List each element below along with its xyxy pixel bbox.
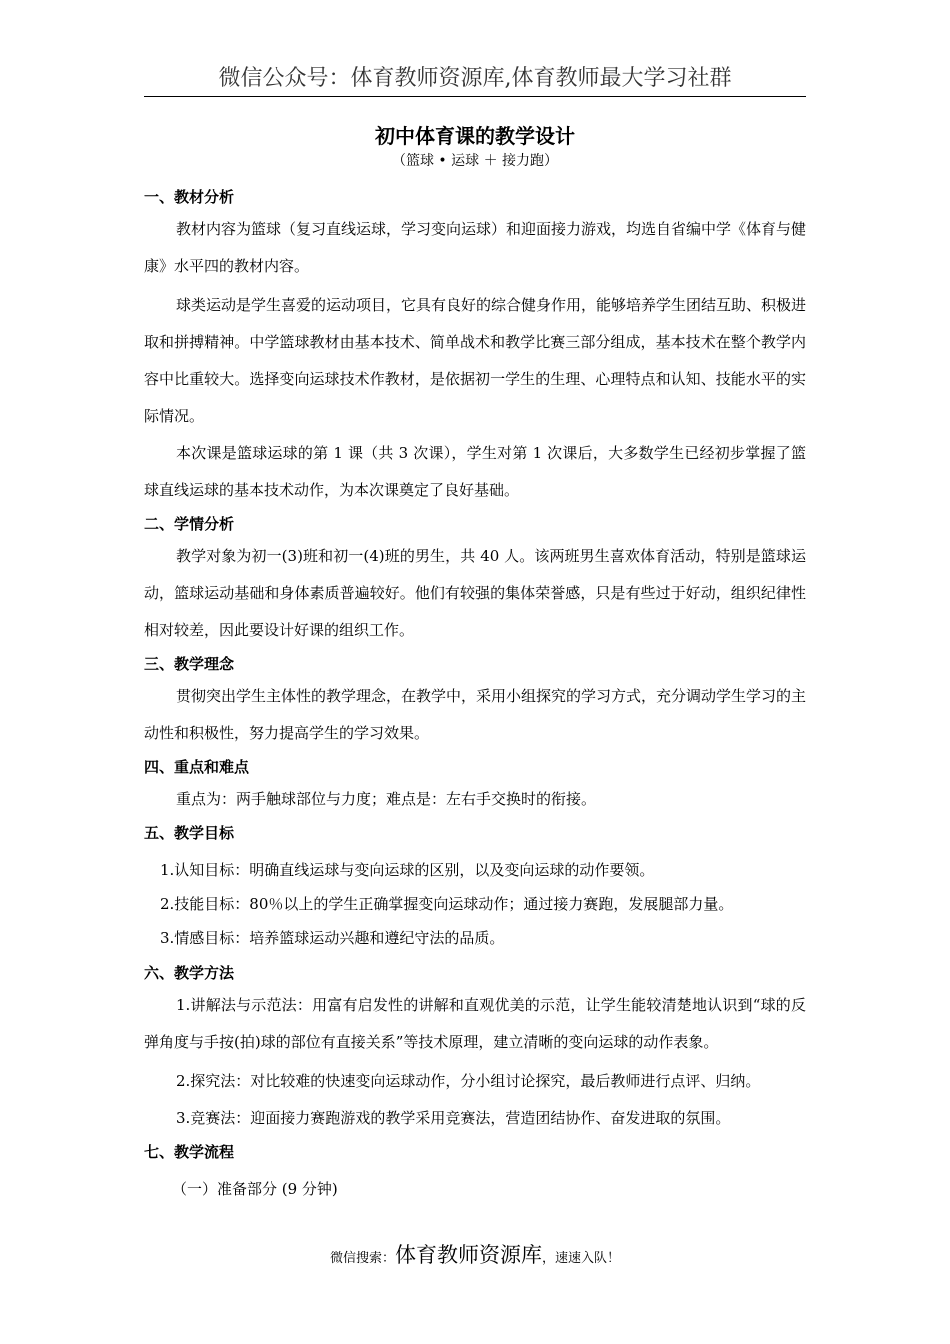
goal-item: 3.情感目标：培养篮球运动兴趣和遵纪守法的品质。 [160,929,505,947]
page-title: 初中体育课的教学设计 [375,124,575,148]
page-header: 微信公众号：体育教师资源库,体育教师最大学习社群 [144,64,806,97]
paragraph: 教学对象为初一(3)班和初一(4)班的男生，共 40 人。该两班男生喜欢体育活动，特别是篮球运动，篮球运动基础和身体素质普遍较好。他们有较强的集体荣誉感，只是有些过于好动，组织纪律性相对较差，因此要设计好课的组织工作。 [144,547,806,639]
subsection-title: （一）准备部分 (9 分钟) [172,1180,338,1198]
goal-item: 2.技能目标：80％以上的学生正确掌握变向运球动作；通过接力赛跑，发展腿部力量。 [160,895,734,913]
section-heading-1: 一、教材分析 [144,188,235,206]
section-heading-4: 四、重点和难点 [144,758,250,776]
paragraph: 教材内容为篮球（复习直线运球，学习变向运球）和迎面接力游戏，均选自省编中学《体育与健康》水平四的教材内容。 [144,220,807,275]
footer-name: 体育教师资源库 [395,1243,542,1267]
goal-item: 1.认知目标：明确直线运球与变向运球的区别，以及变向运球的动作要领。 [160,861,655,879]
paragraph: 重点为：两手触球部位与力度；难点是：左右手交换时的衔接。 [176,790,597,808]
section-heading-5: 五、教学目标 [144,824,235,842]
footer-suffix: ，速速入队！ [542,1251,621,1266]
paragraph: 3.竞赛法：迎面接力赛跑游戏的教学采用竞赛法，营造团结协作、奋发进取的氛围。 [176,1109,731,1127]
paragraph: 球类运动是学生喜爱的运动项目，它具有良好的综合健身作用，能够培养学生团结互助、积极进取和拼搏精神。中学篮球教材由基本技术、简单战术和教学比赛三部分组成，基本技术在整个教学内容中比重较大。选择变向运球技术作教材，是依据初一学生的生理、心理特点和认知、技能水平的实际情况。 [144,296,807,425]
document-body [144,182,806,1206]
paragraph: 本次课是篮球运球的第 1 课（共 3 次课），学生对第 1 次课后，大多数学生已经初步掌握了篮球直线运球的基本技术动作，为本次课奠定了良好基础。 [144,444,806,499]
paragraph: 1.讲解法与示范法：用富有启发性的讲解和直观优美的示范，让学生能较清楚地认识到“球的反弹角度与手按(拍)球的部位有直接关系”等技术原理，建立清晰的变向运球的动作表象。 [144,996,806,1051]
page-footer [0,1240,950,1274]
section-heading-2: 二、学情分析 [144,515,235,533]
paragraph: 2.探究法：对比较难的快速变向运球动作，分小组讨论探究，最后教师进行点评、归纳。 [176,1072,761,1090]
footer-prefix: 微信搜索： [329,1251,395,1266]
page-subtitle: （篮球 • 运球 ＋ 接力跑） [391,153,559,169]
section-heading-6: 六、教学方法 [144,964,235,982]
section-heading-7: 七、教学流程 [144,1143,235,1161]
section-heading-3: 三、教学理念 [144,655,235,673]
paragraph: 贯彻突出学生主体性的教学理念，在教学中，采用小组探究的学习方式，充分调动学生学习的主动性和积极性，努力提高学生的学习效果。 [144,687,807,742]
